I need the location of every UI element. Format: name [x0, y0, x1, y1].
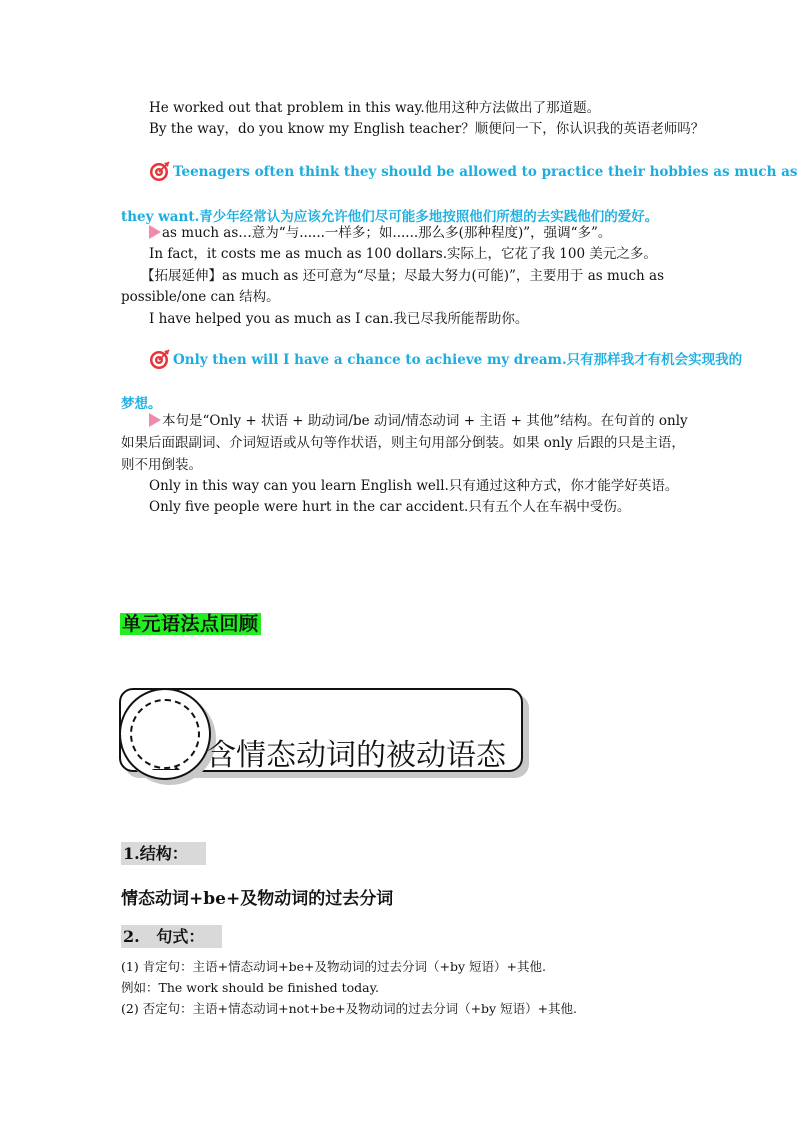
example-sentence: Only in this way can you learn English well.只有通过这种方式，你才能学好英语。 — [149, 478, 679, 494]
key-sentence-cont: 梦想。 — [121, 396, 162, 412]
key-sentence: Teenagers often think they should be allowed to practice their hobbies as much as — [173, 164, 798, 180]
example-sentence: I have helped you as much as I can.我已尽我所能帮助你。 — [149, 311, 529, 327]
extension-note: 【拓展延伸】as much as 还可意为“尽量；尽最大努力(可能)”，主要用于 as much as — [141, 268, 664, 284]
target-icon — [149, 348, 171, 374]
example-sentence: By the way，do you know my English teacher？顺便问一下，你认识我的英语老师吗？ — [149, 121, 705, 137]
pattern-affirmative: (1) 肯定句：主语+情态动词+be+及物动词的过去分词（+by 短语）+其他. — [121, 959, 546, 974]
pattern-label: 2. 句式： — [121, 924, 222, 947]
key-sentence: Only then will I have a chance to achieve my dream.只有那样我才有机会实现我的 — [173, 352, 743, 368]
usage-note: 本句是“Only + 状语 + 助动词/be 动词/情态动词 + 主语 + 其他”结构。在句首的 only — [149, 411, 688, 431]
example-sentence: He worked out that problem in this way.他用这种方法做出了那道题。 — [149, 100, 601, 116]
pattern-negative: (2) 否定句：主语+情态动词+not+be+及物动词的过去分词（+by 短语）+其他. — [121, 1001, 578, 1016]
arrow-icon — [149, 225, 161, 239]
section-heading: 单元语法点回顾 — [122, 613, 259, 635]
key-sentence-cont: they want.青少年经常认为应该允许他们尽可能多地按照他们所想的去实践他们的爱好。 — [121, 209, 659, 225]
target-icon — [149, 160, 171, 186]
structure-formula: 情态动词+be+及物动词的过去分词 — [121, 889, 394, 909]
topic-title: 含情态动词的被动语态 — [206, 738, 506, 773]
pattern-example: 例如：The work should be finished today. — [121, 980, 379, 995]
usage-note-cont: 如果后面跟副词、介词短语或从句等作状语，则主句用部分倒装。如果 only 后跟的只是主语， — [121, 435, 685, 451]
extension-note-cont: possible/one can 结构。 — [121, 289, 280, 305]
example-sentence: In fact，it costs me as much as 100 dollars.实际上，它花了我 100 美元之多。 — [149, 246, 657, 262]
example-sentence: Only five people were hurt in the car accident.只有五个人在车祸中受伤。 — [149, 499, 631, 515]
topic-number: 一 — [151, 755, 181, 790]
structure-label: 1.结构： — [121, 841, 206, 864]
key-sentence-line — [149, 348, 742, 374]
arrow-icon — [149, 413, 161, 427]
usage-note-cont: 则不用倒装。 — [121, 457, 202, 473]
usage-note: as much as…意为“与......一样多；如......那么多(那种程度)”，强调“多”。 — [149, 223, 611, 243]
key-sentence-line — [149, 160, 798, 186]
